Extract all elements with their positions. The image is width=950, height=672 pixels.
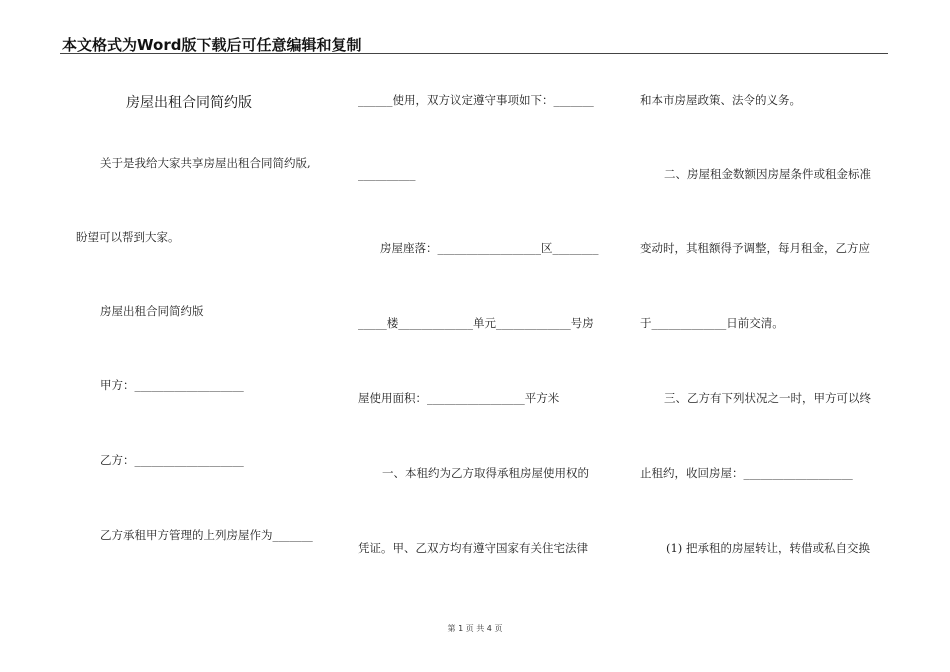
paragraph-line: 凭证。甲、乙双方均有遵守国家有关住宅法律 — [358, 541, 588, 555]
paragraph-line: 乙方承租甲方管理的上列房屋作为_______ — [100, 528, 313, 542]
clause-two-line: 二、房屋租金数额因房屋条件或租金标准 — [664, 167, 871, 181]
paragraph-line: 关于是我给大家共享房屋出租合同简约版, — [100, 156, 311, 170]
paragraph-line: 盼望可以帮到大家。 — [76, 230, 180, 244]
address-line: 房屋座落：__________________区________ — [380, 241, 599, 255]
page-number-footer: 第 1 页 共 4 页 — [447, 624, 503, 633]
column-3 — [640, 0, 890, 672]
paragraph-line: 房屋出租合同简约版 — [100, 304, 204, 318]
paragraph-line: 止租约，收回房屋：___________________ — [640, 466, 853, 480]
paragraph-line: 变动时，其租额得予调整，每月租金，乙方应 — [640, 241, 870, 255]
paragraph-line: 于_____________日前交清。 — [640, 316, 784, 330]
paragraph-line: __________ — [358, 167, 416, 181]
column-1 — [74, 0, 332, 672]
area-line: 屋使用面积：_________________平方米 — [358, 391, 560, 405]
clause-three-item-1: (1) 把承租的房屋转让，转借或私自交换 — [666, 541, 870, 555]
party-a-line: 甲方：___________________ — [100, 378, 244, 392]
party-b-line: 乙方：___________________ — [100, 453, 244, 467]
column-2 — [356, 0, 606, 672]
paragraph-line: ______使用，双方议定遵守事项如下：_______ — [358, 93, 594, 107]
clause-three-line: 三、乙方有下列状况之一时，甲方可以终 — [664, 391, 871, 405]
paragraph-line: 和本市房屋政策、法令的义务。 — [640, 93, 801, 107]
document-title: 房屋出租合同简约版 — [126, 95, 252, 111]
address-detail-line: _____楼_____________单元_____________号房 — [358, 316, 594, 330]
page-header-title: 本文格式为Word版下载后可任意编辑和复制 — [62, 36, 362, 54]
clause-one-line: 一、本租约为乙方取得承租房屋使用权的 — [382, 466, 589, 480]
